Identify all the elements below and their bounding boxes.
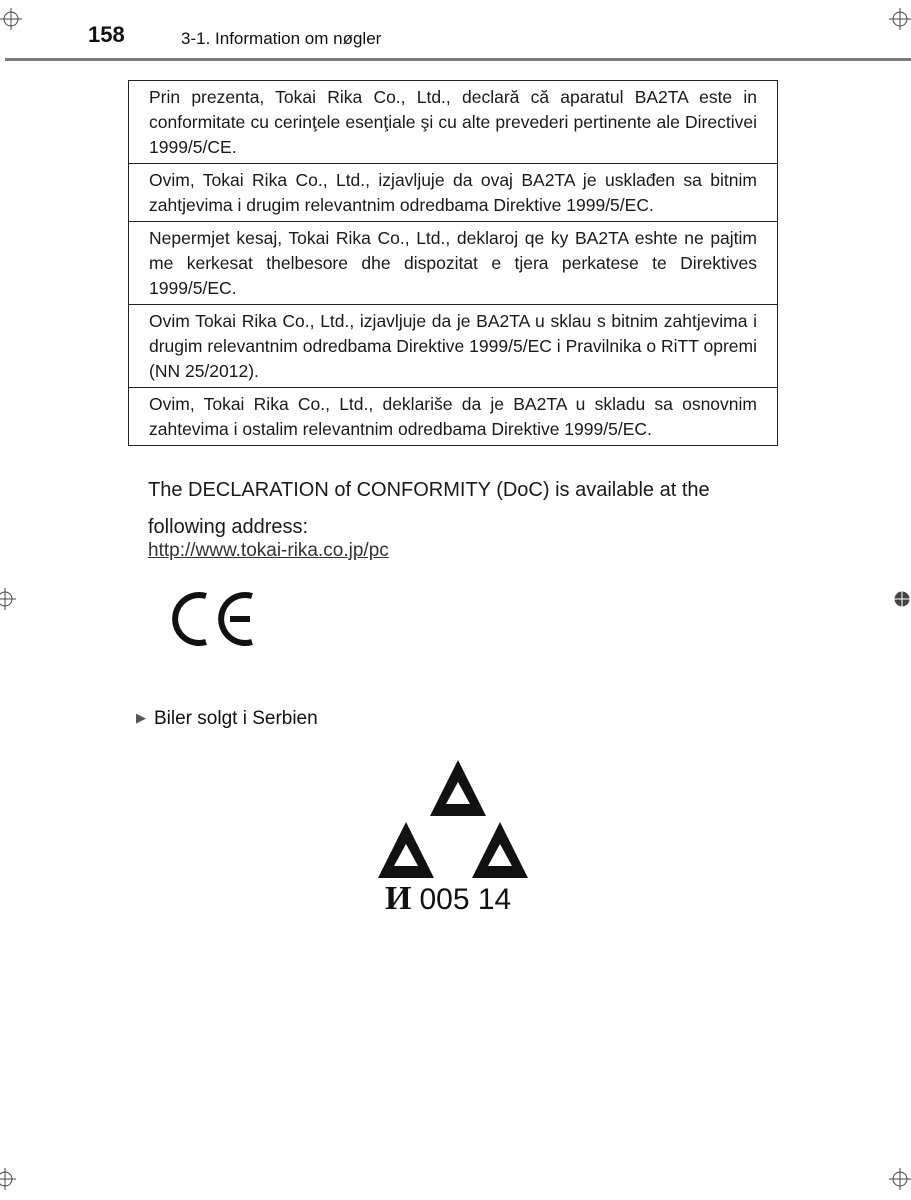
registration-mark-icon <box>0 8 22 30</box>
serbia-approval-letter: И <box>385 880 412 917</box>
doc-link[interactable]: http://www.tokai-rika.co.jp/pc <box>148 540 389 561</box>
page-header <box>0 0 911 62</box>
ce-mark-icon <box>172 588 258 650</box>
registration-mark-icon <box>891 588 911 610</box>
declaration-romanian: Prin prezenta, Tokai Rika Co., Ltd., declară că aparatul BA2TA este in conformitate cu cerinţele esenţiale şi cu alte prevederi pertinente ale Directivei 1999/5/CE. <box>129 81 778 164</box>
serbia-triangle-mark-icon <box>378 760 538 880</box>
declaration-table <box>128 80 778 446</box>
declaration-albanian: Nepermjet kesaj, Tokai Rika Co., Ltd., deklaroj qe ky BA2TA eshte ne pajtim me kerkesat thelbesore dhe dispozitat e tjera perkatese te Direktives 1999/5/EC. <box>129 222 778 305</box>
serbia-heading-label: Biler solgt i Serbien <box>154 708 318 729</box>
serbia-approval-code <box>385 880 511 918</box>
serbia-section-heading <box>136 708 318 730</box>
declaration-bosnian: Ovim, Tokai Rika Co., Ltd., izjavljuje da ovaj BA2TA je usklađen sa bitnim zahtjevima i drugim relevantnim odredbama Direktive 1999/5/EC. <box>129 164 778 222</box>
table-row <box>129 305 778 388</box>
registration-mark-icon <box>889 1168 911 1190</box>
triangle-right-icon: ▶ <box>136 710 146 725</box>
header-divider <box>5 58 911 61</box>
serbia-approval-number: 005 14 <box>419 883 512 916</box>
registration-mark-icon <box>889 8 911 30</box>
registration-mark-icon <box>0 588 16 610</box>
registration-mark-icon <box>0 1168 16 1190</box>
declaration-serbian: Ovim, Tokai Rika Co., Ltd., deklariše da je BA2TA u skladu sa osnovnim zahtevima i ostalim relevantnim odredbama Direktive 1999/5/EC. <box>129 388 778 446</box>
page-number: 158 <box>88 22 125 47</box>
table-row <box>129 81 778 164</box>
declaration-croatian: Ovim Tokai Rika Co., Ltd., izjavljuje da je BA2TA u sklau s bitnim zahtjevima i drugim relevantnim odredbama Direktive 1999/5/EC i Pravilnika o RiTT opremi (NN 25/2012). <box>129 305 778 388</box>
table-row <box>129 388 778 446</box>
table-row <box>129 222 778 305</box>
doc-notice: The DECLARATION of CONFORMITY (DoC) is available at the following address: <box>148 479 710 538</box>
section-title: 3-1. Information om nøgler <box>181 29 382 48</box>
table-row <box>129 164 778 222</box>
